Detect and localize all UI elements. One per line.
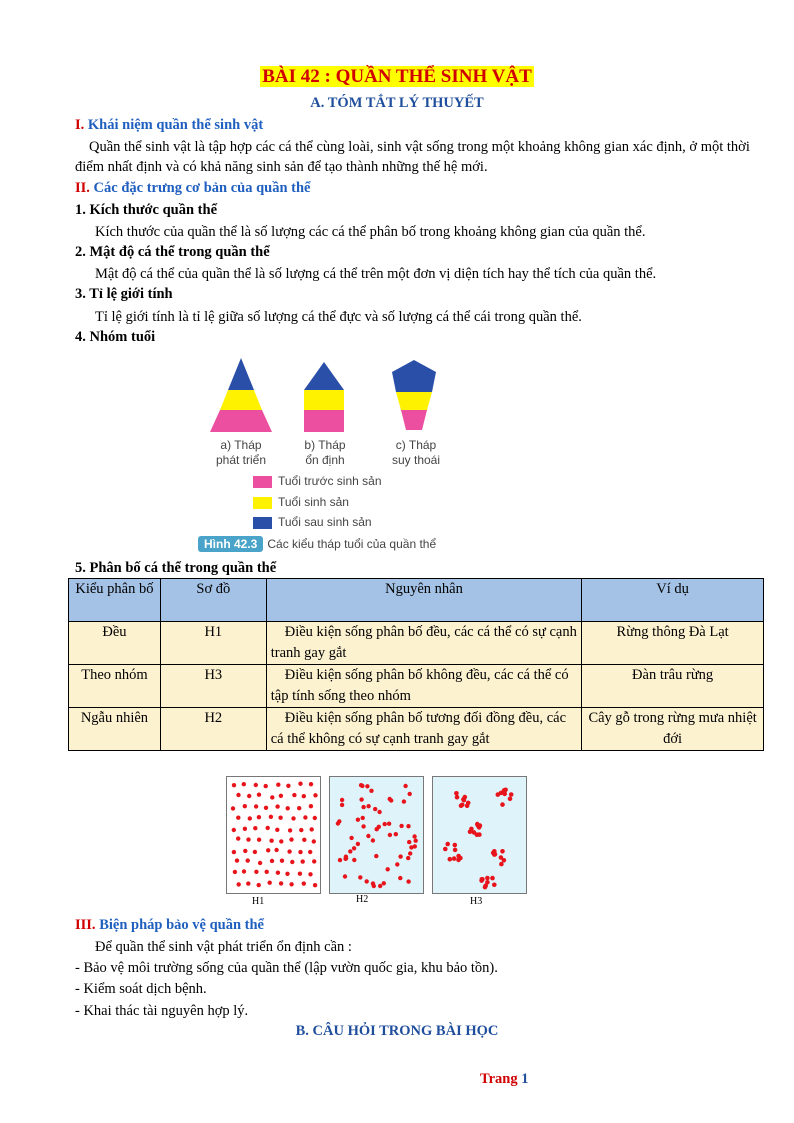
organism-dot: [309, 782, 313, 786]
table-row: [69, 665, 764, 708]
organism-dot: [386, 867, 390, 871]
table-cell: Cây gỗ trong rừng mưa nhiệt đới: [582, 708, 764, 751]
organism-dot: [454, 791, 459, 796]
organism-dot: [475, 832, 480, 837]
organism-dot: [258, 861, 262, 865]
table-cell: H2: [160, 708, 266, 751]
organism-dot: [279, 794, 283, 798]
organism-dot: [413, 844, 417, 848]
organism-dot: [398, 876, 402, 880]
organism-dot: [257, 815, 261, 819]
table-cell: Đàn trâu rừng: [582, 665, 764, 708]
organism-dot: [257, 793, 261, 797]
organism-dot: [235, 858, 239, 862]
organism-dot: [242, 869, 246, 873]
table-cell: Điều kiện sống phân bố đều, các cá thể có sự cạnh tranh gay gắt: [266, 622, 582, 665]
section-3-heading: III. Biện pháp bảo vệ quần thể: [75, 917, 264, 933]
clumped-dots: [433, 777, 526, 893]
item-3-heading: 3. Tỉ lệ giới tính: [75, 286, 173, 302]
organism-dot: [231, 806, 235, 810]
organism-dot: [266, 848, 270, 852]
organism-dot: [254, 804, 258, 808]
organism-dot: [369, 789, 373, 793]
legend-reproductive: Tuổi sinh sản: [253, 495, 349, 511]
organism-dot: [407, 840, 411, 844]
organism-dot: [276, 783, 280, 787]
organism-dot: [279, 839, 283, 843]
organism-dot: [378, 884, 382, 888]
organism-dot: [274, 848, 278, 852]
organism-dot: [247, 794, 251, 798]
organism-dot: [236, 816, 240, 820]
organism-dot: [340, 803, 344, 807]
table-header: Sơ đồ: [160, 579, 266, 622]
organism-dot: [448, 857, 453, 862]
organism-dot: [236, 793, 240, 797]
organism-dot: [483, 884, 488, 889]
organism-dot: [232, 828, 236, 832]
organism-dot: [356, 818, 360, 822]
organism-dot: [479, 878, 484, 883]
organism-dot: [395, 862, 399, 866]
organism-dot: [288, 828, 292, 832]
organism-dot: [313, 793, 317, 797]
organism-dot: [365, 879, 369, 883]
bullet-item: - Kiểm soát dịch bệnh.: [75, 981, 207, 997]
organism-dot: [243, 804, 247, 808]
distribution-table: [68, 578, 764, 751]
organism-dot: [456, 854, 461, 859]
item-5-heading: 5. Phân bố cá thể trong quần thể: [75, 560, 277, 576]
pyramid-label-b: b) Tháp ổn định: [304, 438, 346, 467]
age-pyramid-figure: [196, 356, 466, 556]
organism-dot: [383, 822, 387, 826]
organism-dot: [236, 836, 240, 840]
organism-dot: [280, 859, 284, 863]
organism-dot: [302, 881, 306, 885]
table-header: Kiểu phân bố: [69, 579, 161, 622]
organism-dot: [266, 826, 270, 830]
organism-dot: [509, 792, 514, 797]
organism-dot: [286, 806, 290, 810]
organism-dot: [278, 816, 282, 820]
item-1-heading: 1. Kích thước quần thể: [75, 202, 218, 218]
organism-dot: [264, 806, 268, 810]
table-header: Nguyên nhân: [266, 579, 582, 622]
organism-dot: [478, 823, 483, 828]
organism-dot: [366, 804, 370, 808]
organism-dot: [453, 843, 458, 848]
organism-dot: [358, 875, 362, 879]
section-1-heading: I. Khái niệm quần thể sinh vật: [75, 117, 264, 133]
organism-dot: [373, 807, 377, 811]
organism-dot: [463, 795, 468, 800]
organism-dot: [408, 851, 412, 855]
organism-dot: [276, 871, 280, 875]
legend-swatch-blue: [253, 517, 272, 529]
organism-dot: [269, 815, 273, 819]
item-1-text: Kích thước của quần thể là số lượng các cá thể phân bố trong khoảng không gian của quần thể.: [95, 224, 646, 240]
organism-dot: [312, 859, 316, 863]
age-pyramids: [196, 356, 466, 446]
organism-dot: [291, 816, 295, 820]
organism-dot: [308, 850, 312, 854]
organism-dot: [349, 836, 353, 840]
organism-dot: [490, 876, 495, 881]
organism-dot: [254, 870, 258, 874]
organism-dot: [269, 839, 273, 843]
organism-dot: [285, 872, 289, 876]
organism-dot: [308, 872, 312, 876]
organism-dot: [452, 856, 457, 861]
table-cell: Đều: [69, 622, 161, 665]
organism-dot: [310, 827, 314, 831]
random-dots: [330, 777, 423, 893]
organism-dot: [372, 884, 376, 888]
panel-label-h2: H2: [356, 894, 369, 905]
organism-dot: [406, 879, 410, 883]
table-cell: Rừng thông Đà Lạt: [582, 622, 764, 665]
organism-dot: [485, 876, 490, 881]
organism-dot: [374, 854, 378, 858]
organism-dot: [309, 804, 313, 808]
organism-dot: [290, 860, 294, 864]
organism-dot: [360, 784, 364, 788]
organism-dot: [359, 797, 363, 801]
organism-dot: [344, 855, 348, 859]
organism-dot: [313, 883, 317, 887]
page-title: BÀI 42 : QUẦN THỂ SINH VẬT: [262, 66, 532, 87]
legend-pre-reproductive: Tuổi trước sinh sản: [253, 474, 382, 490]
organism-dot: [361, 805, 365, 809]
organism-dot: [275, 804, 279, 808]
organism-dot: [500, 802, 505, 807]
organism-dot: [499, 855, 504, 860]
organism-dot: [361, 816, 365, 820]
organism-dot: [352, 846, 356, 850]
uniform-dots: [227, 777, 320, 893]
organism-dot: [408, 792, 412, 796]
organism-dot: [377, 810, 381, 814]
organism-dot: [232, 783, 236, 787]
legend-swatch-pink: [253, 476, 272, 488]
section-b-heading: B. CÂU HỎI TRONG BÀI HỌC: [295, 1023, 499, 1039]
organism-dot: [268, 881, 272, 885]
table-cell: Ngẫu nhiên: [69, 708, 161, 751]
organism-dot: [301, 859, 305, 863]
organism-dot: [371, 838, 375, 842]
organism-dot: [246, 881, 250, 885]
organism-dot: [242, 782, 246, 786]
organism-dot: [445, 842, 450, 847]
pyramid-growing: [210, 358, 272, 432]
organism-dot: [303, 815, 307, 819]
organism-dot: [499, 862, 504, 867]
figure-caption: Hình 42.3 Các kiểu tháp tuổi của quần thể: [198, 536, 436, 552]
organism-dot: [394, 832, 398, 836]
organism-dot: [406, 824, 410, 828]
organism-dot: [348, 849, 352, 853]
section-3-intro: Để quần thể sinh vật phát triển ổn định cần :: [95, 939, 352, 955]
organism-dot: [343, 874, 347, 878]
bullet-item: - Khai thác tài nguyên hợp lý.: [75, 1003, 249, 1019]
pyramid-label-c: c) Tháp suy thoái: [391, 438, 441, 467]
organism-dot: [265, 870, 269, 874]
organism-dot: [492, 849, 497, 854]
table-cell: H1: [160, 622, 266, 665]
distribution-random-panel: [329, 776, 424, 894]
organism-dot: [243, 827, 247, 831]
organism-dot: [292, 793, 296, 797]
panel-label-h3: H3: [470, 896, 483, 907]
legend-post-reproductive: Tuổi sau sinh sản: [253, 515, 372, 531]
organism-dot: [246, 858, 250, 862]
organism-dot: [286, 784, 290, 788]
organism-dot: [253, 826, 257, 830]
organism-dot: [313, 816, 317, 820]
organism-dot: [336, 821, 340, 825]
table-row: [69, 708, 764, 751]
item-2-text: Mật độ cá thể của quần thể là số lượng cá thể trên một đơn vị diện tích hay thể tích của quần thể.: [95, 266, 657, 282]
organism-dot: [289, 882, 293, 886]
pyramid-stable: [304, 362, 344, 432]
organism-dot: [492, 883, 497, 888]
organism-dot: [500, 849, 505, 854]
organism-dot: [298, 872, 302, 876]
table-row: [69, 622, 764, 665]
section-2-heading: II. Các đặc trưng cơ bản của quần thể: [75, 180, 311, 196]
organism-dot: [465, 804, 470, 809]
pyramid-label-a: a) Tháp phát triển: [215, 438, 267, 467]
legend-swatch-yellow: [253, 497, 272, 509]
organism-dot: [402, 799, 406, 803]
organism-dot: [233, 870, 237, 874]
distribution-clumped-panel: [432, 776, 527, 894]
organism-dot: [270, 859, 274, 863]
organism-dot: [232, 850, 236, 854]
organism-dot: [496, 792, 501, 797]
organism-dot: [302, 794, 306, 798]
section-a-heading: A. TÓM TẮT LÝ THUYẾT: [310, 95, 484, 111]
organism-dot: [264, 784, 268, 788]
organism-dot: [502, 792, 507, 797]
organism-dot: [257, 838, 261, 842]
organism-dot: [398, 854, 402, 858]
organism-dot: [287, 849, 291, 853]
organism-dot: [253, 850, 257, 854]
organism-dot: [254, 783, 258, 787]
table-cell: Điều kiện sống phân bố không đều, các cá thể có tập tính sống theo nhóm: [266, 665, 582, 708]
organism-dot: [298, 850, 302, 854]
item-2-heading: 2. Mật độ cá thể trong quần thể: [75, 244, 270, 260]
organism-dot: [361, 824, 365, 828]
organism-dot: [388, 833, 392, 837]
page-footer: Trang 1: [480, 1071, 529, 1087]
organism-dot: [356, 842, 360, 846]
organism-dot: [375, 827, 379, 831]
organism-dot: [387, 822, 391, 826]
organism-dot: [243, 849, 247, 853]
organism-dot: [279, 881, 283, 885]
organism-dot: [403, 784, 407, 788]
table-cell: Theo nhóm: [69, 665, 161, 708]
organism-dot: [406, 856, 410, 860]
organism-dot: [275, 828, 279, 832]
pyramid-declining: [392, 360, 436, 430]
organism-dot: [302, 838, 306, 842]
organism-dot: [312, 839, 316, 843]
organism-dot: [453, 848, 458, 853]
organism-dot: [366, 834, 370, 838]
table-cell: Điều kiện sống phân bố tương đối đồng đều, các cá thể không có sự cạnh tranh gay gắt: [266, 708, 582, 751]
organism-dot: [443, 847, 448, 852]
organism-dot: [399, 824, 403, 828]
item-3-text: Tỉ lệ giới tính là tỉ lệ giữa số lượng cá thể đực và số lượng cá thể cái trong quần thể.: [95, 309, 582, 325]
organism-dot: [352, 858, 356, 862]
organism-dot: [460, 803, 465, 808]
table-header-row: [69, 579, 764, 622]
organism-dot: [469, 827, 474, 832]
item-4-heading: 4. Nhóm tuổi: [75, 329, 156, 345]
organism-dot: [455, 795, 460, 800]
organism-dot: [289, 837, 293, 841]
organism-dot: [382, 881, 386, 885]
organism-dot: [248, 816, 252, 820]
organism-dot: [299, 828, 303, 832]
organism-dot: [237, 882, 241, 886]
bullet-item: - Bảo vệ môi trường sống của quần thể (lập vườn quốc gia, khu bảo tồn).: [75, 960, 498, 976]
organism-dot: [298, 782, 302, 786]
section-1-text: Quần thể sinh vật là tập hợp các cá thể cùng loài, sinh vật sống trong một khoảng không gian xác định, ở một thời điểm nhất định và có khả năng sinh sản để tạo thành những thế hệ mới.: [75, 139, 750, 175]
panel-label-h1: H1: [252, 896, 265, 907]
organism-dot: [508, 797, 513, 802]
organism-dot: [297, 806, 301, 810]
table-header: Ví dụ: [582, 579, 764, 622]
organism-dot: [338, 858, 342, 862]
organism-dot: [414, 839, 418, 843]
organism-dot: [365, 784, 369, 788]
organism-dot: [270, 795, 274, 799]
organism-dot: [246, 837, 250, 841]
organism-dot: [412, 834, 416, 838]
distribution-uniform-panel: [226, 776, 321, 894]
organism-dot: [389, 798, 393, 802]
table-cell: H3: [160, 665, 266, 708]
organism-dot: [340, 798, 344, 802]
organism-dot: [257, 883, 261, 887]
